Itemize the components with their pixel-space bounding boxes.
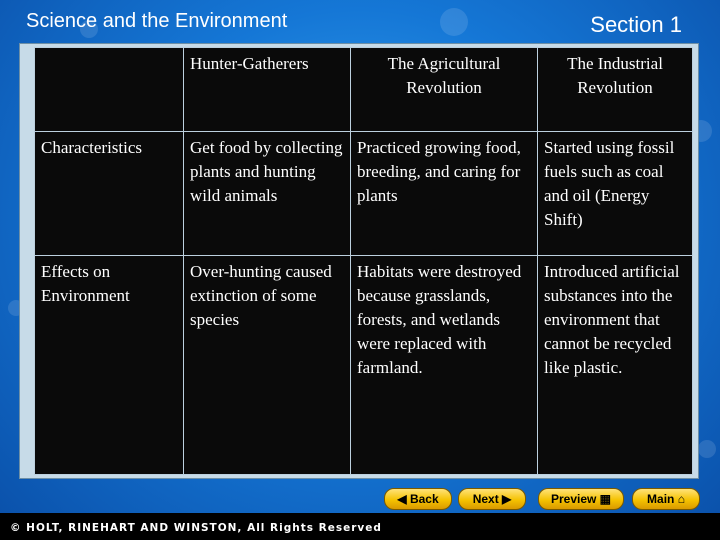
table-cell: Get food by collecting plants and hunting wild animals xyxy=(184,132,351,256)
copyright-text: © HOLT, RINEHART AND WINSTON, All Rights Reserved xyxy=(10,522,382,534)
next-arrow-icon: ▶ xyxy=(498,492,512,506)
page-title: Science and the Environment xyxy=(26,10,288,32)
column-header-industrial-revolution: The Industrial Revolution xyxy=(538,48,693,132)
next-button-label: Next xyxy=(472,492,499,506)
column-header-hunter-gatherers: Hunter-Gatherers xyxy=(184,48,351,132)
back-button-label: Back xyxy=(409,492,439,506)
section-label: Section 1 xyxy=(590,12,682,37)
table-cell: Introduced artificial substances into the environment that cannot be recycled like plastic. xyxy=(538,256,693,475)
preview-button-label: Preview xyxy=(550,492,597,506)
next-button[interactable] xyxy=(458,488,526,510)
back-arrow-icon: ◀ xyxy=(397,492,410,506)
home-icon: ⌂ xyxy=(674,492,685,506)
main-button[interactable] xyxy=(632,488,700,510)
row-label-characteristics: Characteristics xyxy=(35,132,184,256)
table-row xyxy=(35,132,693,256)
comparison-table xyxy=(34,47,693,475)
background-bubble xyxy=(698,440,716,458)
preview-icon: ▦ xyxy=(596,492,612,506)
table-header-row xyxy=(35,48,693,132)
table-corner-cell xyxy=(35,48,184,132)
row-label-effects-on-environment: Effects on Environment xyxy=(35,256,184,475)
table-row xyxy=(35,256,693,475)
table-cell: Over-hunting caused extinction of some species xyxy=(184,256,351,475)
back-button[interactable] xyxy=(384,488,452,510)
background-bubble xyxy=(440,8,468,36)
table-cell: Started using fossil fuels such as coal and oil (Energy Shift) xyxy=(538,132,693,256)
table-cell: Practiced growing food, breeding, and caring for plants xyxy=(351,132,538,256)
preview-button[interactable] xyxy=(538,488,624,510)
table-cell: Habitats were destroyed because grasslands, forests, and wetlands were replaced with farmland. xyxy=(351,256,538,475)
column-header-agricultural-revolution: The Agricultural Revolution xyxy=(351,48,538,132)
main-button-label: Main xyxy=(647,492,675,506)
